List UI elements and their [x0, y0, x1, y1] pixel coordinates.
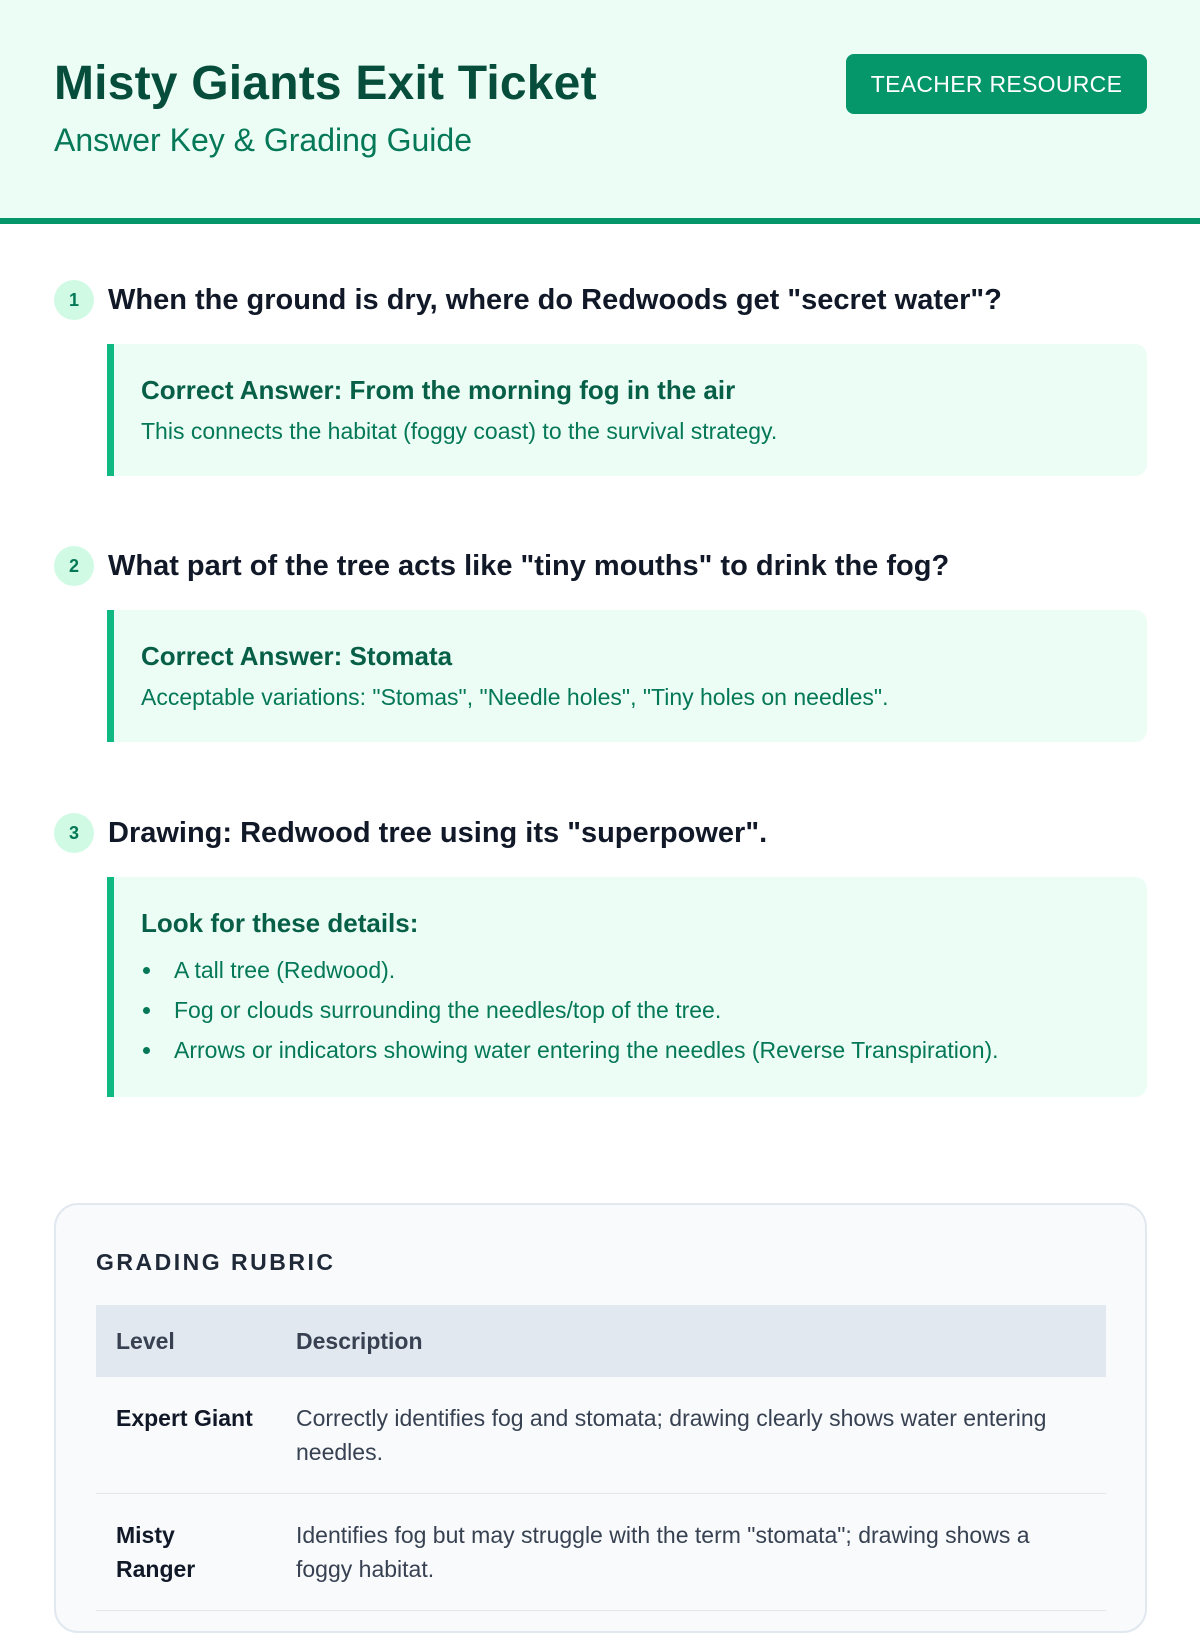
- details-title: Look for these details:: [141, 908, 419, 938]
- table-header-row: [96, 1305, 1106, 1377]
- question-number-badge: 2: [54, 546, 94, 586]
- column-header-description: Description: [276, 1305, 1106, 1377]
- rubric-description: Identifies fog but may struggle with the term "stomata"; drawing shows a foggy habitat.: [276, 1494, 1106, 1611]
- teacher-resource-badge: TEACHER RESOURCE: [846, 54, 1147, 114]
- answer-box: [107, 344, 1147, 476]
- answer-note: This connects the habitat (foggy coast) to the survival strategy.: [141, 418, 778, 444]
- question-2: [54, 546, 1147, 710]
- page-title: Misty Giants Exit Ticket: [54, 57, 597, 110]
- column-header-level: Level: [96, 1305, 276, 1377]
- rubric-table: [96, 1305, 1106, 1611]
- question-header: [54, 280, 1147, 320]
- details-box: [107, 877, 1147, 1097]
- rubric-title: GRADING RUBRIC: [96, 1249, 336, 1275]
- rubric-level: Expert Giant: [96, 1377, 276, 1494]
- rubric-description: Correctly identifies fog and stomata; drawing clearly shows water entering needles.: [276, 1377, 1106, 1494]
- answer-title: Correct Answer: From the morning fog in the air: [141, 375, 736, 405]
- details-list-item: Fog or clouds surrounding the needles/top of the tree.: [141, 995, 1147, 1025]
- question-text: When the ground is dry, where do Redwoods get "secret water"?: [108, 283, 1002, 316]
- question-header: [54, 546, 1147, 586]
- grading-rubric-card: [54, 1203, 1147, 1633]
- page-subtitle: Answer Key & Grading Guide: [54, 122, 472, 158]
- answer-note: Acceptable variations: "Stomas", "Needle holes", "Tiny holes on needles".: [141, 684, 889, 710]
- answer-title: Correct Answer: Stomata: [141, 641, 453, 671]
- details-list-item: Arrows or indicators showing water entering the needles (Reverse Transpiration).: [141, 1035, 1147, 1065]
- question-number-badge: 3: [54, 813, 94, 853]
- rubric-level: Misty Ranger: [96, 1494, 276, 1611]
- page-header: [0, 0, 1200, 224]
- question-number-badge: 1: [54, 280, 94, 320]
- question-1: [54, 280, 1147, 444]
- table-row: [96, 1494, 1106, 1611]
- details-list-item: A tall tree (Redwood).: [141, 955, 1147, 985]
- table-row: [96, 1377, 1106, 1494]
- details-list: [141, 955, 1147, 1065]
- question-text: What part of the tree acts like "tiny mouths" to drink the fog?: [108, 549, 950, 582]
- question-header: [54, 813, 1147, 853]
- answer-box: [107, 610, 1147, 742]
- question-3: [54, 813, 1147, 1063]
- question-text: Drawing: Redwood tree using its "superpower".: [108, 816, 768, 849]
